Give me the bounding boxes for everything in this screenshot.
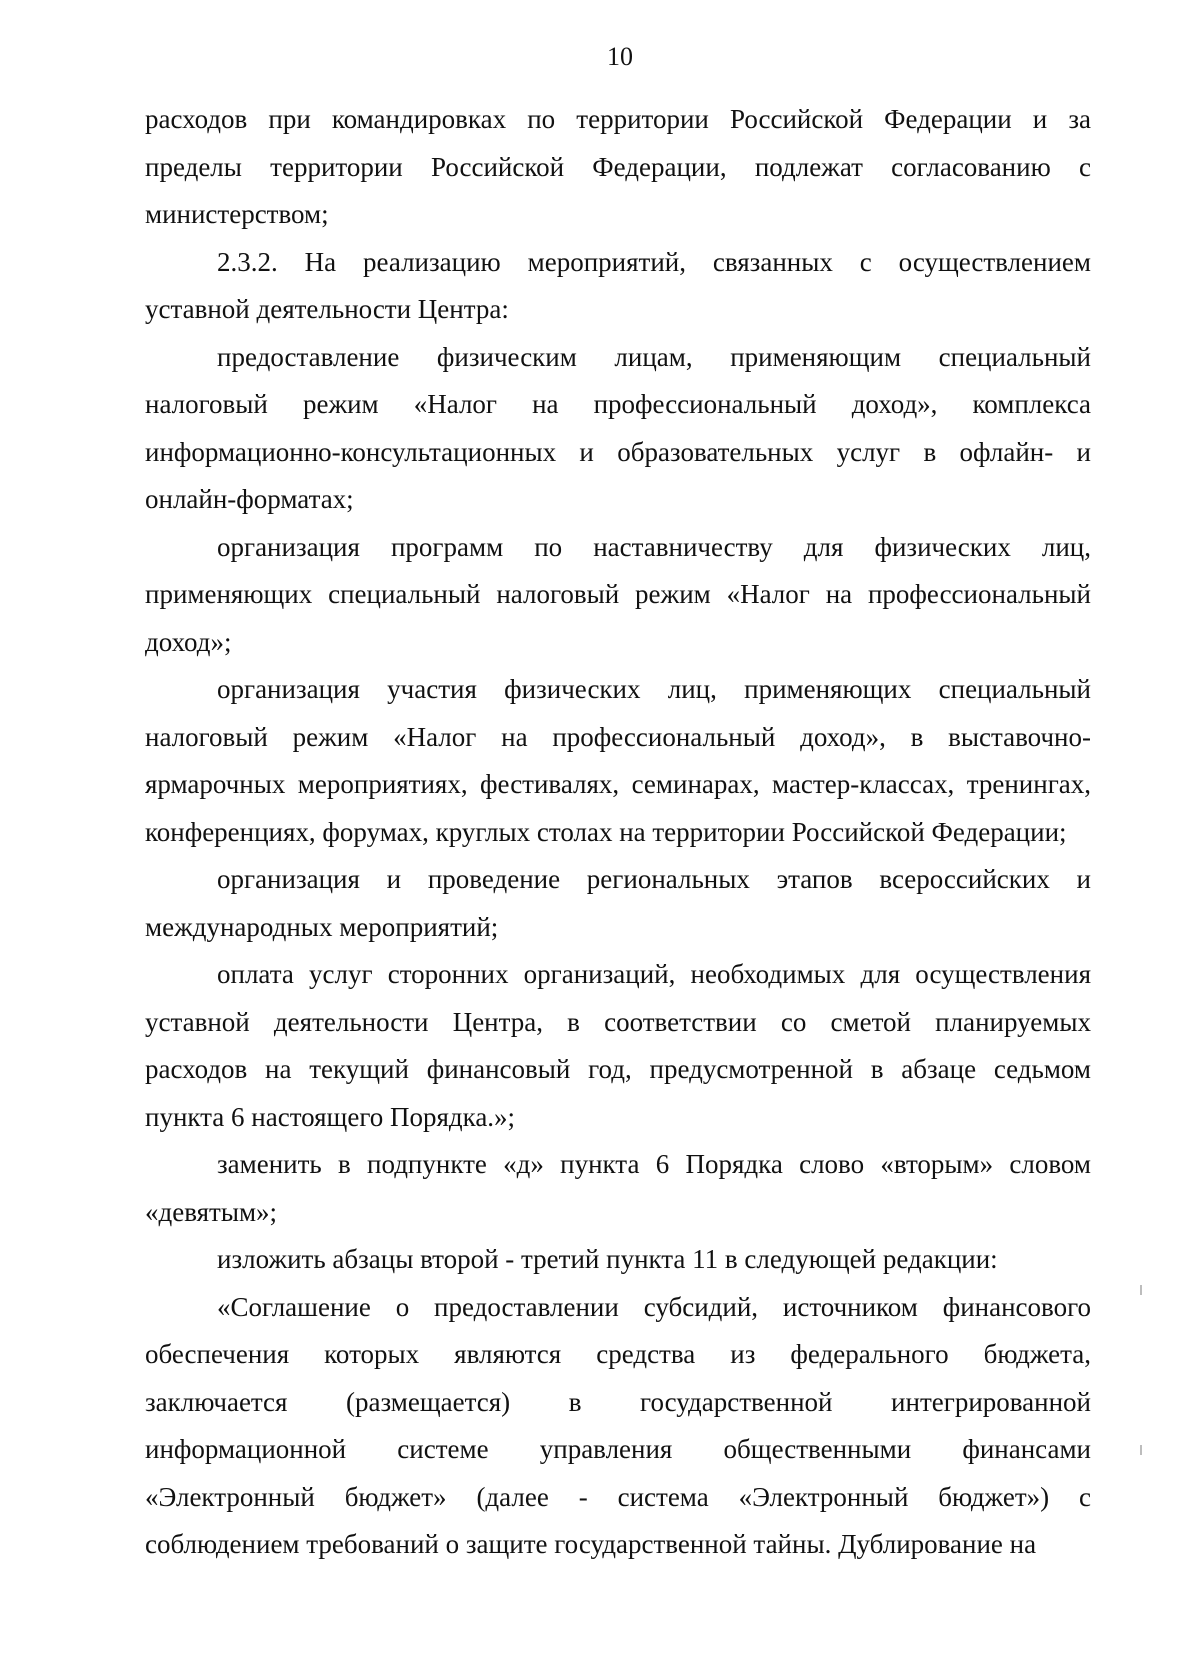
- text-line: организация и проведение региональных этапов всероссийских и: [217, 864, 1091, 894]
- text-line: международных мероприятий;: [145, 911, 499, 942]
- text-line: пределы территории Российской Федерации, подлежат согласованию с: [145, 151, 1091, 182]
- text-line: оплата услуг сторонних организаций, необходимых для осуществления: [217, 959, 1091, 989]
- text-line: доход»;: [145, 626, 232, 657]
- scan-artifact-mark: [1140, 1445, 1142, 1455]
- text-line: информационной системе управления общественными финансами: [145, 1434, 1091, 1464]
- text-line: «Соглашение о предоставлении субсидий, источником финансового: [217, 1291, 1091, 1322]
- text-line: информационно-консультационных и образовательных услуг в офлайн- и: [145, 436, 1091, 467]
- scan-artifact-mark: [1140, 1285, 1142, 1295]
- text-line: расходов при командировках по территории Российской Федерации и за: [145, 104, 1091, 134]
- text-line: конференциях, форумах, круглых столах на территории Российской Федерации;: [145, 816, 1067, 847]
- text-line: 2.3.2. На реализацию мероприятий, связанных с осуществлением: [217, 246, 1091, 277]
- text-line: изложить абзацы второй - третий пункта 11 в следующей редакции:: [217, 1244, 998, 1274]
- page-number: 10: [607, 42, 633, 71]
- text-line: «Электронный бюджет» (далее - система «Электронный бюджет») с: [145, 1481, 1091, 1512]
- text-line: заключается (размещается) в государственной интегрированной: [145, 1386, 1091, 1417]
- paragraph-p8: [145, 1141, 1091, 1236]
- paragraph-p10: [145, 1284, 1091, 1569]
- text-line: уставной деятельности Центра, в соответствии со сметой планируемых: [145, 1006, 1091, 1037]
- text-line: предоставление физическим лицам, применяющим специальный: [217, 341, 1091, 372]
- text-line: онлайн-форматах;: [145, 484, 354, 514]
- paragraph-p5: [145, 666, 1091, 856]
- text-line: организация программ по наставничеству для физических лиц,: [217, 531, 1091, 562]
- text-line: соблюдением требований о защите государственной тайны. Дублирование на: [145, 1529, 1037, 1559]
- paragraph-p9: [145, 1236, 1091, 1284]
- text-line: «девятым»;: [145, 1196, 278, 1227]
- paragraph-p2: [145, 239, 1091, 334]
- document-body: [145, 96, 1091, 1569]
- text-line: применяющих специальный налоговый режим «Налог на профессиональный: [145, 579, 1091, 609]
- paragraph-p4: [145, 524, 1091, 667]
- text-line: пункта 6 настоящего Порядка.»;: [145, 1101, 516, 1132]
- text-line: налоговый режим «Налог на профессиональный доход», в выставочно-: [145, 721, 1091, 752]
- text-line: налоговый режим «Налог на профессиональный доход», комплекса: [145, 389, 1091, 419]
- text-line: обеспечения которых являются средства из федерального бюджета,: [145, 1339, 1091, 1369]
- paragraph-p1: [145, 96, 1091, 239]
- paragraph-p3: [145, 334, 1091, 524]
- text-line: заменить в подпункте «д» пункта 6 Порядка слово «вторым» словом: [217, 1149, 1091, 1179]
- text-line: ярмарочных мероприятиях, фестивалях, семинарах, мастер-классах, тренингах,: [145, 769, 1091, 799]
- paragraph-p6: [145, 856, 1091, 951]
- text-line: министерством;: [145, 199, 329, 229]
- text-line: расходов на текущий финансовый год, предусмотренной в абзаце седьмом: [145, 1054, 1091, 1084]
- text-line: организация участия физических лиц, применяющих специальный: [217, 674, 1091, 704]
- paragraph-p7: [145, 951, 1091, 1141]
- text-line: уставной деятельности Центра:: [145, 294, 509, 324]
